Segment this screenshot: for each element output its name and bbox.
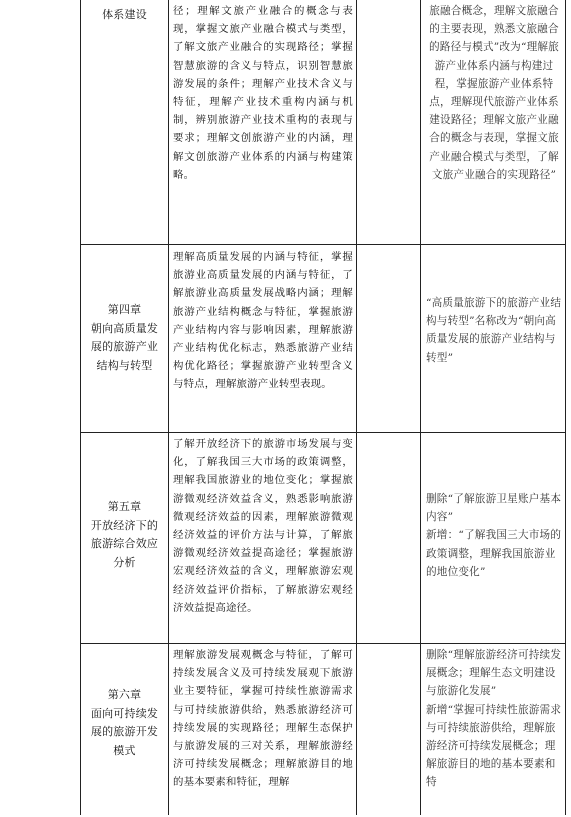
chapter-title-line: 展的旅游产业 bbox=[90, 340, 159, 353]
table-row-chapter-cell bbox=[81, 6, 168, 42]
table-row-content-cell bbox=[169, 0, 356, 245]
table-row-chapter-cell bbox=[81, 686, 168, 766]
learning-objectives-text: 理解旅游发展观概念与特征，了解可持续发展含义及可持续发展观下旅游业主要特征，掌握可持续性旅游需求与可持续旅游供给，熟悉旅游经济可持续发展的实现路径；理解生态保护与旅游发展的三对关系，理解旅游经济可持续发展概念；理解旅游目的地的基本要素和特征，理解 bbox=[173, 649, 353, 789]
chapter-title-line: 结构与转型 bbox=[96, 358, 153, 372]
revision-note-deleted: 删除“理解旅游经济可持续发展概念；理解生态文明建设与旅游化发展” bbox=[426, 649, 562, 698]
chapter-title-line: 开放经济下的 bbox=[90, 518, 159, 532]
table-row-remark-cell bbox=[421, 644, 565, 817]
table-row-content-cell bbox=[169, 246, 356, 433]
table-row-content-cell bbox=[169, 433, 356, 645]
table-divider-content bbox=[356, 0, 357, 815]
revision-note-added: 新增“掌握可持续性旅游需求与可持续旅游供给，理解旅游经济可持续发展概念；理解旅游目的地的基本要素和特 bbox=[426, 703, 562, 789]
learning-objectives-text: 径；理解文旅产业融合的概念与表现，掌握文旅产业融合模式与类型，了解文旅产业融合的实现路径；掌握智慧旅游的含义与特点，识别智慧旅游发展的条件；理解产业技术含义与特征，理解产业技术重构内涵与机制，辨别旅游产业技术重构的表现与要求；理解文创旅游产业的内涵，理解文创旅游产业体系的内涵与构建策略。 bbox=[173, 5, 353, 181]
table-row-content-cell bbox=[169, 644, 356, 817]
chapter-title-line: 分析 bbox=[113, 555, 136, 569]
chapter-number: 第六章 bbox=[107, 688, 142, 701]
chapter-number: 第四章 bbox=[107, 303, 142, 316]
chapter-title-line: 旅游综合效应 bbox=[90, 537, 159, 550]
chapter-number: 第五章 bbox=[107, 500, 142, 513]
revision-note-text: “高质量旅游下的旅游产业结构与转型”名称改为“朝向高质量发展的旅游产业结构与转型” bbox=[426, 297, 562, 364]
revision-note-added: 新增：“了解我国三大市场的政策调整，理解我国旅游业的地位变化” bbox=[426, 529, 562, 578]
table-row-remark-cell bbox=[421, 488, 565, 600]
revision-note-text: 旅融合概念，理解文旅融合的主要表现，熟悉文旅融合的路径与模式”改为“理解旅游产业体系内涵与构建过程，掌握旅游产业体系特点，理解现代旅游产业体系建设路径；理解文旅产业融合的概念与表现，掌握文旅产业融合模式与类型，了解文旅产业融合的实现路径” bbox=[429, 5, 559, 181]
chapter-title-line: 体系建设 bbox=[102, 8, 147, 21]
table-row-remark-cell bbox=[421, 292, 565, 394]
revision-note-deleted: 删除“了解旅游卫星账户基本内容” bbox=[426, 493, 562, 524]
table-row-remark-cell bbox=[421, 0, 565, 245]
learning-objectives-text: 理解高质量发展的内涵与特征，掌握旅游业高质量发展的内涵与特征，了解旅游业高质量发展战略内涵；理解旅游产业结构概念与特征，掌握旅游产业结构内容与影响因素，理解旅游产业结构优化标志，熟悉旅游产业结构优化路径；掌握旅游产业转型含义与特点，理解旅游产业转型表现。 bbox=[173, 251, 353, 391]
chapter-title-line: 朝向高质量发 bbox=[90, 321, 159, 335]
chapter-title-line: 面向可持续发 bbox=[90, 706, 159, 720]
chapter-title-line: 模式 bbox=[113, 743, 136, 757]
table-row-chapter-cell bbox=[81, 301, 168, 381]
table-row-chapter-cell bbox=[81, 498, 168, 578]
learning-objectives-text: 了解开放经济下的旅游市场发展与变化，了解我国三大市场的政策调整，理解我国旅游业的地位变化；掌握旅游微观经济效益含义，熟悉影响旅游微观经济效益的因素，理解旅游微观经济效益的评价方法与计算，了解旅游微观经济效益提高途径；掌握旅游宏观经济效益的含义，理解旅游宏观经济效益评价指标，了解旅游宏观经济效益提高途径。 bbox=[173, 438, 353, 614]
table-border-right bbox=[565, 0, 566, 815]
chapter-title-line: 展的旅游开发 bbox=[90, 725, 159, 738]
